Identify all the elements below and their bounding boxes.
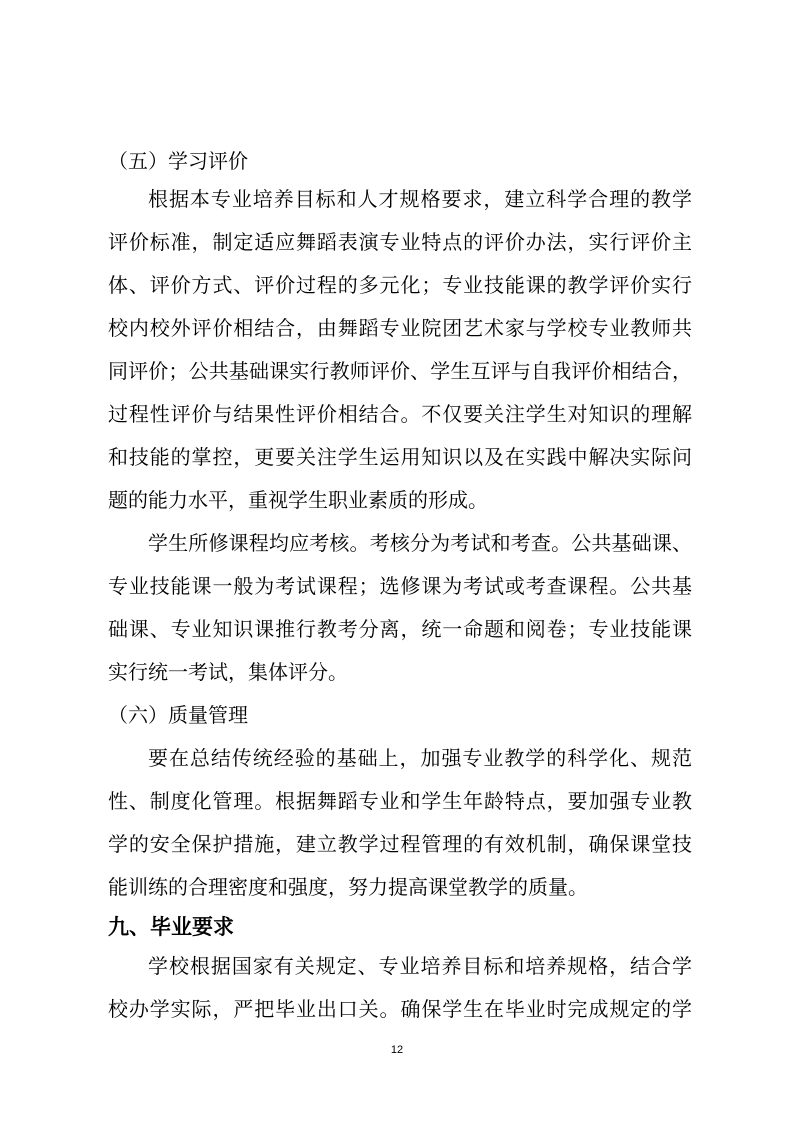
paragraph-line: 题的能力水平，重视学生职业素质的形成。 bbox=[108, 488, 488, 512]
paragraph-line: 校办学实际，严把毕业出口关。确保学生在毕业时完成规定的学 bbox=[108, 997, 692, 1021]
paragraph-line: 学的安全保护措施，建立教学过程管理的有效机制，确保课堂技 bbox=[108, 832, 692, 856]
paragraph-line: 评价标准，制定适应舞蹈表演专业特点的评价办法，实行评价主 bbox=[108, 230, 692, 254]
paragraph-line: 础课、专业知识课推行教考分离，统一命题和阅卷；专业技能课 bbox=[108, 617, 692, 641]
paragraph-line: 学校根据国家有关规定、专业培养目标和培养规格，结合学 bbox=[148, 954, 692, 978]
paragraph-line: 同评价；公共基础课实行教师评价、学生互评与自我评价相结合， bbox=[108, 359, 692, 383]
paragraph-line: 实行统一考试，集体评分。 bbox=[108, 660, 348, 684]
paragraph-line: 和技能的掌控，更要关注学生运用知识以及在实践中解决实际问 bbox=[108, 445, 692, 469]
section-heading-quality-management: （六）质量管理 bbox=[108, 703, 248, 727]
page-number: 12 bbox=[390, 1044, 404, 1056]
paragraph-line: 学生所修课程均应考核。考核分为考试和考查。公共基础课、 bbox=[148, 531, 692, 555]
paragraph-line: 体、评价方式、评价过程的多元化；专业技能课的教学评价实行 bbox=[108, 273, 692, 297]
paragraph-line: 能训练的合理密度和强度，努力提高课堂教学的质量。 bbox=[108, 875, 588, 899]
paragraph-line: 性、制度化管理。根据舞蹈专业和学生年龄特点，要加强专业教 bbox=[108, 789, 692, 813]
section-heading-learning-evaluation: （五）学习评价 bbox=[108, 149, 248, 173]
paragraph-line: 要在总结传统经验的基础上，加强专业教学的科学化、规范 bbox=[148, 746, 692, 770]
paragraph-line: 过程性评价与结果性评价相结合。不仅要关注学生对知识的理解 bbox=[108, 402, 692, 426]
paragraph-line: 校内校外评价相结合，由舞蹈专业院团艺术家与学校专业教师共 bbox=[108, 316, 692, 340]
chapter-heading-graduation-requirements: 九、毕业要求 bbox=[108, 915, 234, 939]
paragraph-line: 专业技能课一般为考试课程；选修课为考试或考查课程。公共基 bbox=[108, 574, 692, 598]
paragraph-line: 根据本专业培养目标和人才规格要求，建立科学合理的教学 bbox=[148, 187, 692, 211]
